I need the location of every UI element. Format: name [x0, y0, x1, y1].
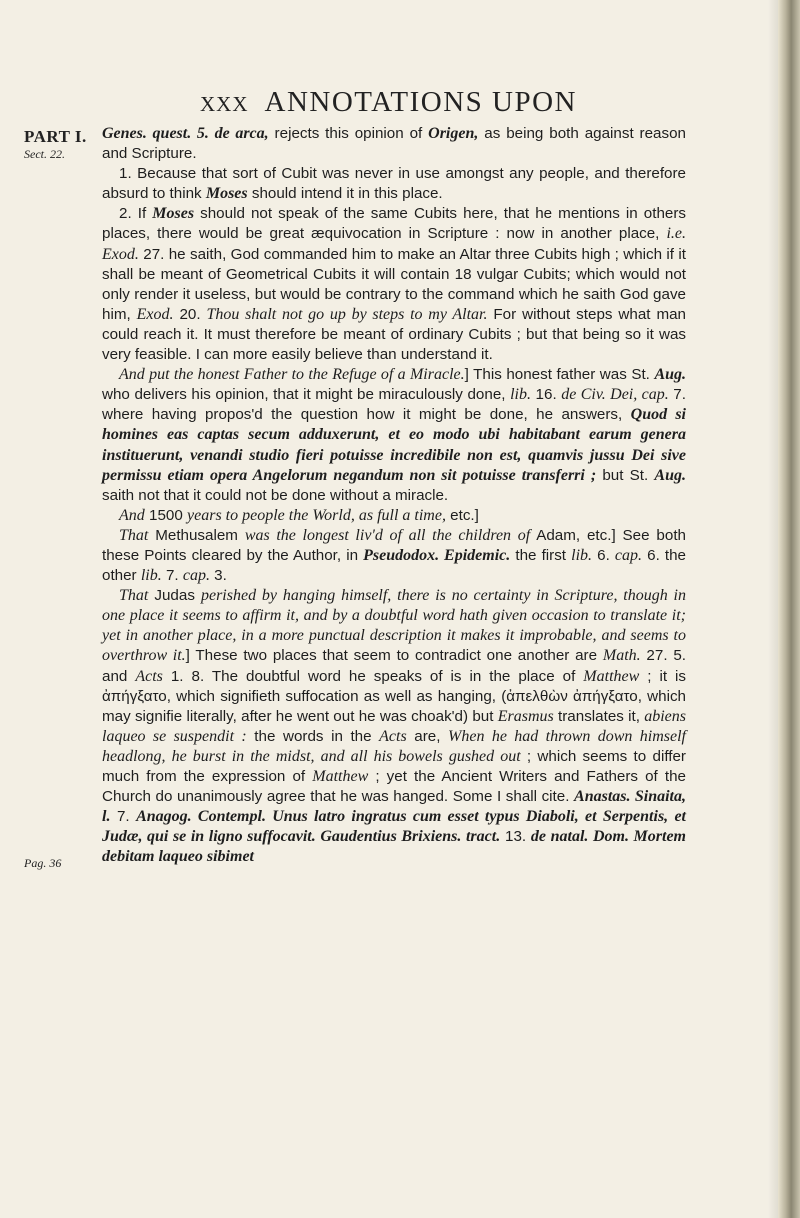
text-run: That [119, 587, 149, 605]
text-run: For without steps what man could reach it. It must therefore be meant of ordinary Cubits ; but that being so it was very feasible. I can more easily believe than understand it. [102, 305, 686, 364]
text-run: 13. [500, 828, 531, 846]
book-spine-edge [778, 0, 800, 1218]
text-run: Genes. quest. 5. de arca, [102, 125, 269, 142]
margin-section-label: Sect. 22. [24, 147, 65, 161]
text-run: Pseudodox. Epidemic. [363, 546, 511, 564]
paragraph [102, 204, 686, 365]
text-run: ; which seems to differ much from the expression of [102, 747, 686, 785]
text-run: 3. [209, 567, 227, 585]
text-run: Acts [379, 727, 407, 745]
text-run: 27. he saith, God commanded him to make an Altar three Cubits high ; which if it shall be meant of Geometrical Cubits it will contain 18 vulgar Cubits; which would not only render it useless, but would be contrary to the command which he saith God gave him, [102, 245, 686, 323]
paragraph [102, 365, 686, 506]
paragraph [102, 506, 686, 526]
text-run: Adam, etc.] See both these Points cleared by the Author, in [102, 526, 686, 564]
text-run: de natal. Dom. Mortem debitam laqueo sibimet [102, 828, 686, 866]
paragraph [102, 526, 686, 586]
text-run: And put the honest Father to the Refuge of a Miracle. [119, 366, 465, 384]
text-run: ; yet the Ancient Writers and Fathers of the Church do unanimously agree that he was hanged. Some I shall cite. [102, 768, 686, 806]
text-run: Anagog. Contempl. Unus latro ingratus cum esset typus Diaboli, et Serpentis, et Judæ, qui se in ligno suffocavit. Gaudentius Brixiens. tract. [102, 808, 686, 846]
text-run: 2. If [119, 205, 153, 223]
text-run: etc.] [445, 506, 479, 524]
text-run: Math. [602, 647, 641, 665]
text-run: 16. [530, 386, 562, 404]
text-run: Exod. [136, 305, 174, 323]
paragraph [102, 586, 686, 867]
text-run: Moses [205, 185, 248, 203]
text-run: the first [510, 546, 572, 564]
text-run: 7. where having propos'd the question how it might be done, he answers, [102, 386, 686, 424]
text-run: years to people the World, as full a time, [187, 506, 446, 524]
text-run: rejects this opinion of [268, 125, 429, 142]
text-run: 6. [592, 546, 615, 564]
text-run: 1. Because that sort of Cubit was never in use amongst any people, and therefore absurd to think [102, 165, 686, 203]
text-run: Erasmus [497, 707, 554, 725]
text-run: should not speak of the same Cubits here, that he mentions in others places, there would be great æquivocation in Scripture : now in another place, [102, 205, 687, 243]
text-run: 6. the other [102, 546, 686, 585]
text-run: saith not that it could not be done without a miracle. [102, 486, 449, 504]
text-run: 7. [161, 567, 183, 585]
text-run: Methusalem [148, 526, 245, 544]
text-run: ; it is ἀπήγξατο, which signifieth suffocation as well as hanging, (ἀπελθὼν ἀπήγξατο, which may signifie literally, after he went out he was choak'd) but [102, 667, 687, 725]
text-run: are, [406, 727, 449, 745]
text-run: And [119, 506, 145, 524]
text-run: Aug. [654, 366, 687, 384]
text-run: the words in the [246, 727, 380, 745]
text-run: lib. [140, 567, 162, 585]
text-run: Moses [152, 205, 195, 223]
text-run: 1500 [144, 506, 188, 524]
text-run: Origen, [428, 125, 479, 142]
text-run: as being both against reason and Scripture. [102, 125, 686, 163]
text-run: lib. [510, 386, 531, 404]
text-run: translates it, [553, 707, 645, 725]
running-title: ANNOTATIONS UPON [264, 86, 577, 118]
text-run: lib. [571, 546, 593, 564]
page-number: XXX [200, 92, 249, 116]
text-run: Aug. [654, 466, 686, 484]
text-run: Matthew [312, 768, 369, 785]
text-run: Thou shalt not go up by steps to my Altar. [206, 305, 488, 323]
text-run: ] This honest father was St. [464, 366, 655, 384]
text-run: 7. [110, 808, 137, 826]
paragraph [102, 164, 686, 204]
text-run: Acts [135, 667, 163, 685]
text-run: de Civ. Dei, cap. [561, 386, 669, 404]
text-run: cap. [182, 567, 210, 585]
text-run: 27. 5. and [102, 647, 687, 685]
margin-part-label: PART I. [24, 127, 87, 146]
text-run: When he had thrown down himself headlong, he burst in the midst, and all his bowels gushed out [102, 727, 686, 765]
margin-page-ref: Pag. 36 [24, 856, 62, 870]
annotation-body [102, 124, 686, 867]
text-run: That [119, 526, 149, 544]
text-run: Anastas. Sinaita, l. [102, 788, 686, 826]
text-run: 20. [173, 305, 207, 323]
text-run: 1. 8. The doubtful word he speaks of is in the place of [162, 667, 584, 685]
text-run: abiens laqueo se suspendit : [102, 707, 687, 745]
text-run: i.e. Exod. [102, 225, 686, 263]
text-run: was the longest liv'd of all the children of [244, 526, 531, 544]
text-run: cap. [614, 546, 643, 564]
text-run: ] These two places that seem to contradict one another are [185, 647, 603, 665]
paragraph [102, 124, 686, 164]
text-run: perished by hanging himself, there is no certainty in Scripture, though in one place it seems to affirm it, and by a doubtful word hath given occasion to translate it; yet in another place, in a more punctual description it makes it improbable, and seems to overthrow it. [102, 587, 687, 665]
text-run: Judas [148, 587, 201, 605]
text-run: Quod si homines eas captas secum adduxerunt, et eo modo ubi habitabant earum genera instituerunt, venandi studio fieri potuisse incredibile non est, quamvis jussu Dei sive permissu etiam opera Angelorum negandum non sit potuisse transferri ; [102, 406, 686, 484]
text-run: who delivers his opinion, that it might be miraculously done, [102, 386, 511, 404]
text-run: but St. [596, 466, 655, 484]
page-gutter-shadow [768, 0, 778, 1218]
running-header [200, 86, 577, 119]
text-run: Matthew [583, 667, 640, 685]
text-run: should intend it in this place. [247, 185, 443, 203]
